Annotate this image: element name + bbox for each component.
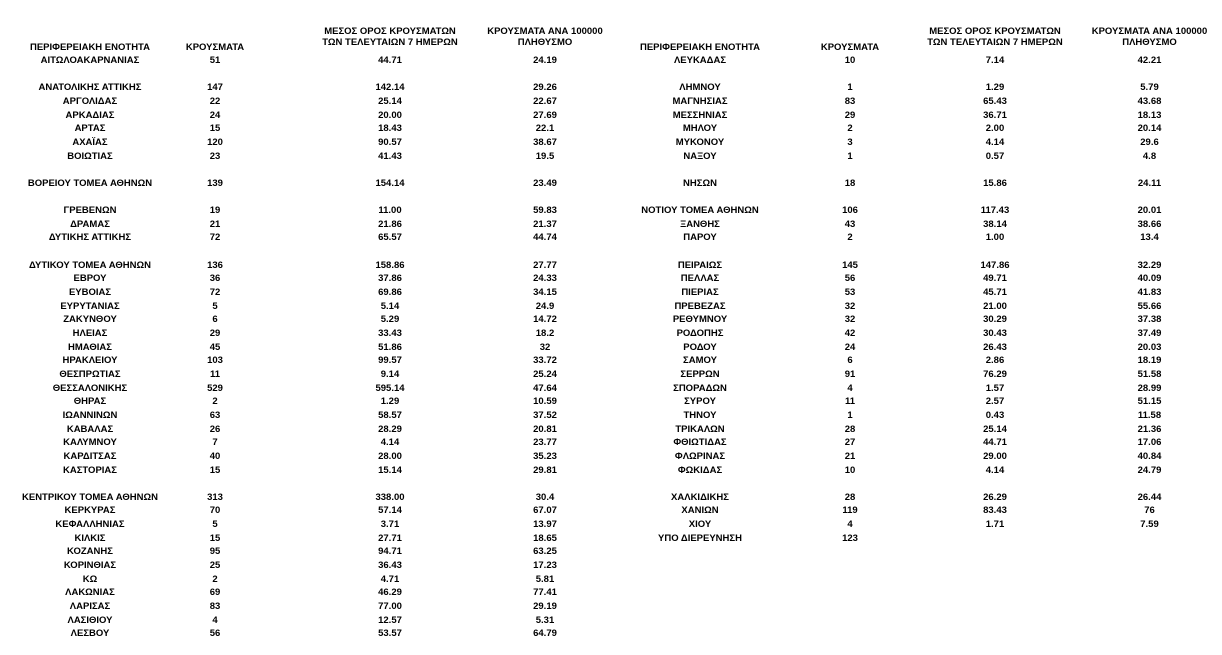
header-per100k-line1: ΚΡΟΥΣΜΑΤΑ ΑΝΑ 100000	[487, 26, 603, 37]
cell-name: ΑΝΑΤΟΛΙΚΗΣ ΑΤΤΙΚΗΣ	[38, 82, 142, 94]
cell-name: ΚΕΝΤΡΙΚΟΥ ΤΟΜΕΑ ΑΘΗΝΩΝ	[22, 491, 158, 503]
cell-avg7: 58.57	[378, 409, 402, 421]
cell-per100k: 18.65	[533, 532, 557, 544]
cell-name: ΕΥΡΥΤΑΝΙΑΣ	[60, 300, 120, 312]
cell-avg7: 1.71	[985, 519, 1005, 531]
cell-per100k: 27.69	[533, 109, 557, 121]
cell-name: ΚΑΛΥΜΝΟΥ	[63, 437, 117, 449]
cell-cases: 28	[844, 423, 856, 435]
cell-per100k: 40.84	[1137, 450, 1162, 462]
cell-cases: 32	[844, 300, 856, 312]
cell-name: ΠΕΙΡΑΙΩΣ	[677, 259, 723, 271]
cell-per100k: 55.66	[1137, 300, 1162, 312]
cell-cases: 28	[844, 491, 856, 503]
cell-name: ΒΟΙΩΤΙΑΣ	[67, 150, 113, 162]
cell-avg7: 147.86	[980, 259, 1010, 271]
cell-name: ΚΟΖΑΝΗΣ	[67, 546, 113, 558]
cell-name: ΚΕΡΚΥΡΑΣ	[64, 505, 116, 517]
cell-name: ΤΗΝΟΥ	[683, 409, 717, 421]
cell-per100k: 13.4	[1140, 232, 1159, 244]
cell-cases: 27	[844, 437, 856, 449]
cell-name: ΧΙΟΥ	[688, 519, 712, 531]
cell-cases: 11	[844, 396, 856, 408]
cell-per100k: 20.14	[1137, 123, 1162, 135]
cell-per100k: 38.66	[1137, 218, 1162, 230]
cell-avg7: 28.00	[378, 450, 402, 462]
cell-avg7: 12.57	[378, 614, 402, 626]
cell-name: ΝΗΣΩΝ	[683, 177, 717, 189]
cell-avg7: 45.71	[983, 287, 1007, 299]
cell-per100k: 23.77	[533, 437, 557, 449]
cell-cases: 136	[207, 259, 223, 271]
cell-per100k: 35.23	[533, 450, 557, 462]
cell-cases: 32	[844, 314, 856, 326]
header-avg7-line1: ΜΕΣΟΣ ΟΡΟΣ ΚΡΟΥΣΜΑΤΩΝ	[324, 26, 456, 37]
cell-avg7: 90.57	[378, 136, 402, 148]
cell-cases: 3	[847, 136, 853, 148]
cell-avg7: 65.43	[983, 95, 1007, 107]
cell-cases: 45	[209, 341, 221, 353]
cell-name: ΛΑΚΩΝΙΑΣ	[65, 587, 115, 599]
cell-avg7: 1.29	[985, 82, 1005, 94]
cell-avg7: 5.14	[380, 300, 400, 312]
header-region: ΠΕΡΙΦΕΡΕΙΑΚΗ ΕΝΟΤΗΤΑ	[639, 42, 761, 53]
cell-name: ΣΥΡΟΥ	[684, 396, 716, 408]
cell-name: ΖΑΚΥΝΘΟΥ	[63, 314, 117, 326]
cell-cases: 15	[209, 532, 221, 544]
cell-cases: 24	[844, 341, 856, 353]
header-region: ΠΕΡΙΦΕΡΕΙΑΚΗ ΕΝΟΤΗΤΑ	[29, 42, 151, 53]
cell-avg7: 3.71	[380, 519, 400, 531]
cell-cases: 56	[209, 628, 221, 640]
cell-cases: 106	[842, 205, 858, 217]
cell-cases: 21	[209, 218, 221, 230]
cell-name: ΜΥΚΟΝΟΥ	[675, 136, 725, 148]
header-avg7-line2: ΤΩΝ ΤΕΛΕΥΤΑΙΩΝ 7 ΗΜΕΡΩΝ	[322, 37, 458, 48]
cell-per100k: 11.58	[1137, 409, 1162, 421]
cell-avg7: 1.57	[985, 382, 1005, 394]
cell-cases: 5	[212, 519, 218, 531]
cell-name: ΜΗΛΟΥ	[682, 123, 718, 135]
cell-name: ΙΩΑΝΝΙΝΩΝ	[62, 409, 118, 421]
cell-per100k: 18.13	[1137, 109, 1162, 121]
cell-per100k: 29.6	[1140, 136, 1159, 148]
cell-name: ΑΧΑΪΑΣ	[72, 136, 108, 148]
cell-name: ΤΡΙΚΑΛΩΝ	[675, 423, 725, 435]
cell-cases: 69	[209, 587, 221, 599]
cell-name: ΡΕΘΥΜΝΟΥ	[672, 314, 728, 326]
cell-avg7: 9.14	[380, 368, 400, 380]
cell-name: ΚΑΒΑΛΑΣ	[66, 423, 114, 435]
cell-per100k: 17.06	[1137, 437, 1162, 449]
cell-per100k: 7.59	[1140, 519, 1159, 531]
cell-avg7: 158.86	[375, 259, 405, 271]
cell-name: ΛΑΣΙΘΙΟΥ	[67, 614, 113, 626]
cell-cases: 19	[209, 205, 221, 217]
cell-name: ΦΛΩΡΙΝΑΣ	[674, 450, 726, 462]
cell-avg7: 4.14	[380, 437, 400, 449]
cell-name: ΕΥΒΟΙΑΣ	[68, 287, 112, 299]
header-per100k	[480, 26, 610, 48]
cell-avg7: 51.86	[378, 341, 402, 353]
cell-avg7: 25.14	[378, 95, 402, 107]
cell-cases: 53	[844, 287, 856, 299]
cell-name: ΣΑΜΟΥ	[683, 355, 717, 367]
cell-cases: 18	[844, 177, 856, 189]
cell-name: ΚΟΡΙΝΘΙΑΣ	[63, 560, 117, 572]
cell-per100k: 25.24	[533, 368, 557, 380]
header-cases: ΚΡΟΥΣΜΑΤΑ	[185, 42, 245, 53]
cell-per100k: 22.1	[535, 123, 555, 135]
cell-name: ΝΑΞΟΥ	[683, 150, 717, 162]
cell-cases: 63	[209, 409, 221, 421]
cell-per100k: 21.37	[533, 218, 557, 230]
cell-per100k: 26.44	[1137, 491, 1162, 503]
header-per100k	[1082, 26, 1217, 48]
cell-cases: 123	[842, 532, 858, 544]
cell-cases: 25	[209, 560, 221, 572]
cell-per100k: 13.97	[533, 519, 557, 531]
cell-cases: 147	[207, 82, 223, 94]
cell-avg7: 4.71	[380, 573, 400, 585]
cell-avg7: 4.14	[985, 464, 1005, 476]
cell-cases: 529	[207, 382, 223, 394]
cell-avg7: 69.86	[378, 287, 402, 299]
cell-avg7: 41.43	[378, 150, 402, 162]
cell-per100k: 47.64	[533, 382, 557, 394]
cell-avg7: 21.00	[983, 300, 1007, 312]
cell-avg7: 44.71	[378, 55, 402, 66]
cell-cases: 145	[842, 259, 858, 271]
cell-cases: 1	[847, 409, 853, 421]
cell-avg7: 30.29	[983, 314, 1007, 326]
cell-per100k: 41.83	[1137, 287, 1162, 299]
cell-cases: 6	[212, 314, 218, 326]
cell-cases: 4	[847, 382, 853, 394]
cell-avg7: 154.14	[375, 177, 405, 189]
cell-avg7: 1.00	[985, 232, 1005, 244]
cell-cases: 2	[847, 123, 853, 135]
cell-name: ΘΕΣΠΡΩΤΙΑΣ	[59, 368, 121, 380]
cell-per100k: 38.67	[533, 136, 557, 148]
cell-cases: 2	[212, 573, 218, 585]
cell-avg7: 36.43	[378, 560, 402, 572]
cell-cases: 15	[209, 464, 221, 476]
cell-avg7: 46.29	[378, 587, 402, 599]
cell-cases: 7	[212, 437, 218, 449]
cell-name: ΚΕΦΑΛΛΗΝΙΑΣ	[55, 519, 125, 531]
cell-per100k: 34.15	[533, 287, 557, 299]
cell-cases: 23	[209, 150, 221, 162]
cell-name: ΛΑΡΙΣΑΣ	[69, 601, 111, 612]
cell-cases: 36	[209, 273, 221, 285]
cell-cases: 40	[209, 450, 221, 462]
cell-per100k: 37.49	[1137, 328, 1162, 339]
cell-per100k: 37.52	[533, 409, 557, 421]
cell-cases: 22	[209, 95, 221, 107]
cell-avg7: 94.71	[378, 546, 402, 558]
cell-cases: 4	[847, 519, 853, 531]
cell-per100k: 5.31	[535, 614, 555, 626]
cell-avg7: 5.29	[380, 314, 400, 326]
cell-avg7: 33.43	[378, 328, 402, 339]
cell-avg7: 0.43	[985, 409, 1005, 421]
header-avg7-line2: ΤΩΝ ΤΕΛΕΥΤΑΙΩΝ 7 ΗΜΕΡΩΝ	[927, 37, 1063, 48]
cell-name: ΧΑΝΙΩΝ	[681, 505, 719, 517]
cell-cases: 29	[844, 109, 856, 121]
cell-cases: 139	[207, 177, 223, 189]
cell-cases: 313	[207, 491, 223, 503]
cell-avg7: 38.14	[983, 218, 1007, 230]
cell-name: ΑΡΤΑΣ	[74, 123, 106, 135]
cell-cases: 1	[847, 82, 853, 94]
cell-cases: 72	[209, 232, 221, 244]
cell-name: ΚΙΛΚΙΣ	[74, 532, 106, 544]
header-avg7-line1: ΜΕΣΟΣ ΟΡΟΣ ΚΡΟΥΣΜΑΤΩΝ	[929, 26, 1061, 37]
cell-cases: 119	[842, 505, 858, 517]
cell-per100k: 21.36	[1137, 423, 1162, 435]
cell-cases: 83	[844, 95, 856, 107]
cell-per100k: 10.59	[533, 396, 557, 408]
cell-avg7: 20.00	[378, 109, 402, 121]
cell-per100k: 20.03	[1137, 341, 1162, 353]
cell-per100k: 24.79	[1137, 464, 1162, 476]
cell-name: ΔΥΤΙΚΗΣ ΑΤΤΙΚΗΣ	[48, 232, 132, 244]
cell-name: ΡΟΔΟΠΗΣ	[676, 328, 724, 339]
cell-avg7: 18.43	[378, 123, 402, 135]
cell-per100k: 27.77	[533, 259, 557, 271]
cell-name: ΛΕΥΚΑΔΑΣ	[673, 55, 727, 66]
cell-name: ΘΗΡΑΣ	[73, 396, 107, 408]
cell-per100k: 44.74	[533, 232, 557, 244]
cell-avg7: 28.29	[378, 423, 402, 435]
cell-avg7: 76.29	[983, 368, 1007, 380]
cell-per100k: 18.2	[535, 328, 555, 339]
cell-per100k: 33.72	[533, 355, 557, 367]
cell-avg7: 1.29	[380, 396, 400, 408]
cell-cases: 91	[844, 368, 856, 380]
cell-avg7: 29.00	[983, 450, 1007, 462]
cell-name: ΑΡΚΑΔΙΑΣ	[65, 109, 115, 121]
cell-avg7: 65.57	[378, 232, 402, 244]
cell-name: ΘΕΣΣΑΛΟΝΙΚΗΣ	[52, 382, 128, 394]
cell-cases: 56	[844, 273, 856, 285]
cell-per100k: 67.07	[533, 505, 557, 517]
cell-avg7: 49.71	[983, 273, 1007, 285]
cell-avg7: 27.71	[378, 532, 402, 544]
header-per100k-line2: ΠΛΗΘΥΣΜΟ	[1122, 37, 1177, 48]
cell-name: ΚΑΣΤΟΡΙΑΣ	[63, 464, 117, 476]
cell-name: ΛΗΜΝΟΥ	[679, 82, 721, 94]
cell-per100k: 4.8	[1142, 150, 1157, 162]
cell-name: ΠΑΡΟΥ	[683, 232, 717, 244]
cell-avg7: 36.71	[983, 109, 1007, 121]
cell-avg7: 26.43	[983, 341, 1007, 353]
cell-name: ΞΑΝΘΗΣ	[680, 218, 720, 230]
cell-cases: 24	[209, 109, 221, 121]
cell-cases: 120	[207, 136, 223, 148]
cell-avg7: 2.57	[985, 396, 1005, 408]
cell-cases: 2	[847, 232, 853, 244]
cell-avg7: 77.00	[378, 601, 402, 612]
cell-cases: 103	[207, 355, 223, 367]
cell-per100k: 32.29	[1137, 259, 1162, 271]
cell-per100k: 63.25	[533, 546, 557, 558]
cell-per100k: 40.09	[1137, 273, 1162, 285]
cell-avg7: 2.00	[985, 123, 1005, 135]
cell-cases: 43	[844, 218, 856, 230]
cell-name: ΧΑΛΚΙΔΙΚΗΣ	[671, 491, 729, 503]
cell-name: ΗΡΑΚΛΕΙΟΥ	[62, 355, 118, 367]
cell-cases: 42	[844, 328, 856, 339]
cell-per100k: 24.9	[535, 300, 555, 312]
cell-name: ΣΕΡΡΩΝ	[680, 368, 720, 380]
cell-name: ΒΟΡΕΙΟΥ ΤΟΜΕΑ ΑΘΗΝΩΝ	[27, 177, 153, 189]
cell-name: ΠΙΕΡΙΑΣ	[681, 287, 719, 299]
cell-cases: 72	[209, 287, 221, 299]
cell-cases: 5	[212, 300, 218, 312]
cell-name: ΑΙΤΩΛΟΑΚΑΡΝΑΝΙΑΣ	[40, 55, 140, 66]
cell-cases: 15	[209, 123, 221, 135]
cell-avg7: 2.86	[985, 355, 1005, 367]
cell-per100k: 42.21	[1137, 55, 1162, 66]
cell-name: ΠΕΛΛΑΣ	[680, 273, 720, 285]
cell-per100k: 5.79	[1140, 82, 1159, 94]
header-avg7	[315, 26, 465, 48]
cell-avg7: 0.57	[985, 150, 1005, 162]
cell-name: ΦΩΚΙΔΑΣ	[677, 464, 723, 476]
cell-per100k: 24.33	[533, 273, 557, 285]
cell-name: ΑΡΓΟΛΙΔΑΣ	[62, 95, 118, 107]
cell-per100k: 23.49	[533, 177, 557, 189]
cell-cases: 29	[209, 328, 221, 339]
cell-per100k: 22.67	[533, 95, 557, 107]
cell-per100k: 17.23	[533, 560, 557, 572]
cell-per100k: 29.81	[533, 464, 557, 476]
cell-per100k: 64.79	[533, 628, 557, 640]
cell-per100k: 29.26	[533, 82, 557, 94]
cell-avg7: 15.14	[378, 464, 402, 476]
cell-avg7: 11.00	[378, 205, 402, 217]
cell-avg7: 25.14	[983, 423, 1007, 435]
cell-per100k: 20.01	[1137, 205, 1162, 217]
cell-avg7: 57.14	[378, 505, 402, 517]
cell-avg7: 53.57	[378, 628, 402, 640]
cell-cases: 4	[212, 614, 218, 626]
cell-avg7: 26.29	[983, 491, 1007, 503]
cell-name: ΗΛΕΙΑΣ	[72, 328, 108, 339]
cell-name: ΝΟΤΙΟΥ ΤΟΜΕΑ ΑΘΗΝΩΝ	[641, 205, 759, 217]
cell-cases: 26	[209, 423, 221, 435]
cell-avg7: 7.14	[985, 55, 1005, 66]
header-per100k-line1: ΚΡΟΥΣΜΑΤΑ ΑΝΑ 100000	[1091, 26, 1208, 37]
cell-per100k: 51.15	[1137, 396, 1162, 408]
cell-per100k: 19.5	[535, 150, 555, 162]
cell-cases: 11	[209, 368, 221, 380]
cell-cases: 10	[844, 55, 856, 66]
cell-name: ΚΑΡΔΙΤΣΑΣ	[63, 450, 117, 462]
cell-name: ΥΠΟ ΔΙΕΡΕΥΝΗΣΗ	[658, 532, 742, 544]
cell-name: ΡΟΔΟΥ	[683, 341, 717, 353]
cell-cases: 95	[209, 546, 221, 558]
cell-name: ΛΕΣΒΟΥ	[70, 628, 110, 640]
cell-name: ΕΒΡΟΥ	[73, 273, 107, 285]
cell-avg7: 595.14	[375, 382, 405, 394]
header-per100k-line2: ΠΛΗΘΥΣΜΟ	[517, 37, 573, 48]
cell-name: ΔΡΑΜΑΣ	[70, 218, 110, 230]
cell-per100k: 5.81	[535, 573, 555, 585]
cell-per100k: 51.58	[1137, 368, 1162, 380]
cell-cases: 10	[844, 464, 856, 476]
cell-avg7: 117.43	[980, 205, 1010, 217]
cell-cases: 2	[212, 396, 218, 408]
cell-name: ΠΡΕΒΕΖΑΣ	[674, 300, 726, 312]
cell-per100k: 32	[539, 341, 551, 353]
cell-avg7: 4.14	[985, 136, 1005, 148]
cell-per100k: 20.81	[533, 423, 557, 435]
cell-name: ΦΘΙΩΤΙΔΑΣ	[673, 437, 727, 449]
cell-per100k: 18.19	[1137, 355, 1162, 367]
cell-avg7: 37.86	[378, 273, 402, 285]
cell-avg7: 21.86	[378, 218, 402, 230]
cell-cases: 6	[847, 355, 853, 367]
cell-per100k: 59.83	[533, 205, 557, 217]
cell-per100k: 37.38	[1137, 314, 1162, 326]
cell-name: ΚΩ	[82, 573, 98, 585]
cell-per100k: 29.19	[533, 601, 557, 612]
cell-avg7: 338.00	[375, 491, 405, 503]
cell-avg7: 99.57	[378, 355, 402, 367]
cell-cases: 21	[844, 450, 856, 462]
header-avg7	[920, 26, 1070, 48]
cell-name: ΓΡΕΒΕΝΩΝ	[63, 205, 117, 217]
cell-cases: 51	[209, 55, 221, 66]
cell-name: ΜΑΓΝΗΣΙΑΣ	[672, 95, 728, 107]
cell-name: ΗΜΑΘΙΑΣ	[68, 341, 112, 353]
cell-name: ΜΕΣΣΗΝΙΑΣ	[672, 109, 728, 121]
cell-cases: 83	[209, 601, 221, 612]
cell-per100k: 24.19	[533, 55, 557, 66]
cell-per100k: 24.11	[1137, 177, 1162, 189]
cell-per100k: 76	[1144, 505, 1155, 517]
cell-name: ΣΠΟΡΑΔΩΝ	[673, 382, 727, 394]
header-cases: ΚΡΟΥΣΜΑΤΑ	[820, 42, 880, 53]
cell-per100k: 43.68	[1137, 95, 1162, 107]
cell-avg7: 30.43	[983, 328, 1007, 339]
cell-avg7: 44.71	[983, 437, 1007, 449]
cell-name: ΔΥΤΙΚΟΥ ΤΟΜΕΑ ΑΘΗΝΩΝ	[29, 259, 151, 271]
cell-per100k: 30.4	[535, 491, 555, 503]
cell-avg7: 142.14	[375, 82, 405, 94]
cell-cases: 1	[847, 150, 853, 162]
cell-per100k: 28.99	[1137, 382, 1162, 394]
cell-cases: 70	[209, 505, 221, 517]
cell-avg7: 15.86	[983, 177, 1007, 189]
cell-avg7: 83.43	[983, 505, 1007, 517]
cell-per100k: 14.72	[533, 314, 557, 326]
cell-per100k: 77.41	[533, 587, 557, 599]
